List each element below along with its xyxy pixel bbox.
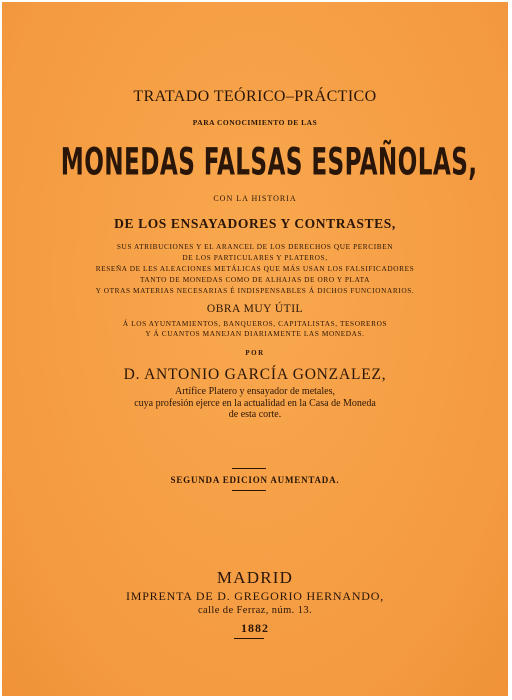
author-description-line: Artífice Platero y ensayador de metales, [175, 386, 335, 397]
ornament-rule-top [232, 468, 266, 469]
author-description-line: de esta corte. [228, 409, 282, 420]
main-title-text: MONEDAS FALSAS ESPAÑOLAS, [60, 139, 478, 184]
main-title [2, 140, 508, 184]
year-underline [234, 638, 264, 639]
audience-line: Á LOS AYUNTAMIENTOS, BANQUEROS, CAPITALISTAS, TESOREROS [122, 319, 388, 328]
assayers-heading: DE LOS ENSAYADORES Y CONTRASTES, [114, 216, 396, 231]
subtitle-small: PARA CONOCIMIENTO DE LAS [192, 118, 318, 127]
author-name: D. ANTONIO GARCÍA GONZALEZ, [123, 366, 387, 383]
edition-text: SEGUNDA EDICION AUMENTADA. [170, 475, 340, 485]
ornament-rule-bottom [232, 490, 266, 491]
description-line: RESEÑA DE LES ALEACIONES METÁLICAS QUE MÁS USAN LOS FALSIFICADORES [95, 264, 415, 273]
book-cover [2, 2, 508, 696]
description-line: TANTO DE MONEDAS COMO DE ALHAJAS DE ORO Y PLATA [139, 275, 371, 284]
by-label: POR [245, 349, 265, 357]
publication-year: 1882 [241, 621, 269, 635]
useful-work-heading: OBRA MUY ÚTIL [206, 303, 304, 315]
treatise-title: TRATADO TEÓRICO–PRÁCTICO [133, 88, 377, 105]
printer-name: IMPRENTA DE D. GREGORIO HERNANDO, [125, 589, 385, 603]
author-description-line: cuya profesión ejerce en la actualidad en la Casa de Moneda [134, 398, 376, 409]
with-history-text: CON LA HISTORIA [213, 194, 297, 203]
audience-line: Y Á CUANTOS MANEJAN DIARIAMENTE LAS MONEDAS. [145, 329, 365, 338]
description-line: Y OTRAS MATERIAS NECESARIAS É INDISPENSABLES Á DICHOS FUNCIONARIOS. [95, 286, 415, 295]
city-name: MADRID [216, 568, 294, 587]
description-line: DE LOS PARTICULARES Y PLATEROS, [182, 253, 328, 262]
description-line: SUS ATRIBUCIONES Y EL ARANCEL DE LOS DERECHOS QUE PERCIBEN [116, 242, 394, 251]
printer-address: calle de Ferraz, núm. 13. [197, 605, 313, 616]
